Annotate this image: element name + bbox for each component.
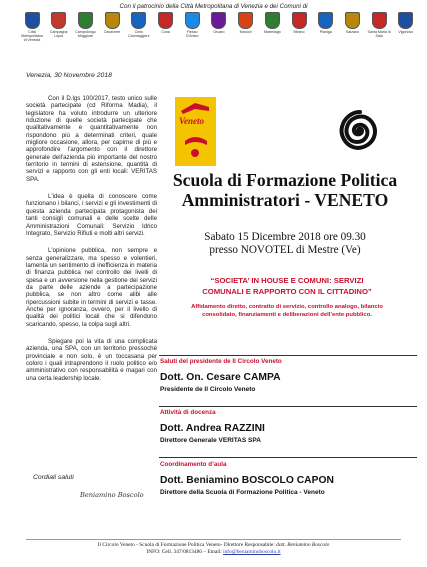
letter-paragraph: Con il D.lgs 100/2017, testo unico sulle società partecipate (cd Riforma Madia), il legislatore ha voluto introdurre un ulteriore riduzione di quelle società partecipate che qualitativamente e quantitativamente non rispondono più a determinati criteri, quale migliore occasione, allora, per capirne di più e approfondire l'argomento con il direttore generale dell'azienda più importante del nostro territorio in termini di estensione, quantità di servizi e rapporto con gli enti locali: VERITAS SPA.	[26, 95, 157, 183]
crest-shield-icon	[78, 12, 93, 29]
crest-name: Gruaro	[213, 30, 225, 34]
event-subtitle-line2: consolidato, finanziamenti e deliberazioni dell’ente pubblico.	[202, 312, 372, 319]
crest	[154, 12, 178, 42]
event-subtitle	[160, 303, 414, 320]
divider	[159, 457, 417, 458]
letter-paragraph: L'idea è quella di conoscere come funzionano i bilanci, i servizi e gli investimenti di questa azienda partecipata protagonista dei tanti consigli comunali e delle scelte delle Amministrazioni Comunali: Servizio Idrico Integrato, Servizio Rifiuti e molti altri servizi.	[26, 193, 157, 237]
logo-text: Veneto	[179, 116, 205, 126]
footer	[0, 542, 427, 557]
lion-flag-icon	[175, 97, 216, 166]
crest	[100, 12, 124, 42]
speaker-name: Dott. Beniamino BOSCOLO CAPON	[160, 475, 334, 486]
event-title-line2: Amministratori - VENETO	[181, 190, 389, 210]
spiral-logo-icon	[334, 104, 382, 156]
letter-paragraph: Spiegare poi la vita di una complicata azienda, una SPA, con un territorio pressoché provinciale e non solo, è un toccasana per coloro i quali intraprendono il ruolo politico e/o amministrativo con responsabilità e magari con una certa leadership locale.	[26, 337, 157, 382]
letter-date: Venezia, 30 Novembre 2018	[26, 72, 112, 79]
speaker-role: Presidente de Il Circolo Veneto	[160, 386, 256, 393]
event-subtitle-line1: Affidamento diretto, contratto di servizio, controllo analogo, bilancio	[191, 304, 383, 310]
crest-name: Cavarzere	[103, 30, 121, 34]
crest-shield-icon	[51, 12, 66, 29]
speaker-role: Direttore della Scuola di Formazione Politica - Veneto	[160, 489, 325, 496]
letter-paragraph: L'opinione pubblica, non sempre e senza generalizzare, ma spesso e volentieri, lamenta un sentimento di inefficienza in materia di finanza pubblica nel controllo dei livelli di spesa e un avversione nella gestione dei servizi da parte delle aziende a partecipazione pubblica, se non altro come alibi alle ripercussioni subite in termini di servizi e tasse. Anche per ignoranza, ovvero, per il livello di qualità dei politici locali che si difendono scaricando, spesso, la colpa sugli altri.	[26, 247, 157, 328]
speaker-role: Direttore Generale VERITAS SPA	[160, 437, 261, 444]
crest	[20, 12, 44, 42]
crest-name: Campolongo Maggiore	[75, 30, 96, 38]
event-theme-line1: “SOCIETA’ IN HOUSE E COMUNI: SERVIZI	[210, 276, 364, 285]
crest-shield-icon	[372, 12, 387, 29]
crest-shield-icon	[158, 12, 173, 29]
crest-name: Campagna Lupia	[49, 30, 68, 38]
speaker-name: Dott. Andrea RAZZINI	[160, 423, 265, 434]
signature: Beniamino Boscolo	[80, 491, 144, 499]
municipal-crests-row	[20, 12, 418, 42]
event-venue: presso NOVOTEL di Mestre (Ve)	[209, 244, 361, 256]
crest-name: Cinto Caomaggiore	[128, 30, 150, 38]
event-when-where	[150, 231, 420, 257]
footer-org: Il Circolo Veneto - Scuola di Formazione Politica Veneto- Direttore Responsabile:	[97, 542, 277, 548]
footer-contact: INFO: Cell. 347/0813486 – Email:	[146, 549, 224, 556]
crest-name: Città Metropolitana di Venezia	[21, 30, 43, 42]
speaker-name: Dott. On. Cesare CAMPA	[160, 372, 281, 383]
crest-shield-icon	[131, 12, 146, 29]
event-theme	[156, 276, 418, 297]
divider	[159, 355, 417, 356]
event-theme-line2: COMUNALI E RAPPORTO CON IL CITTADINO”	[202, 286, 372, 296]
crest	[180, 12, 204, 42]
crest	[367, 12, 391, 42]
crest	[207, 12, 231, 42]
event-title	[150, 170, 420, 210]
crest-name: Salzano	[345, 30, 359, 34]
crest	[73, 12, 97, 42]
crest-name: Martellago	[263, 30, 281, 34]
crest-name: Pianiga	[319, 30, 332, 34]
crest	[260, 12, 284, 42]
crest-name: Vigonovo	[398, 30, 414, 34]
crest-name: Fiesso D'Artico	[185, 30, 199, 38]
speaker-section-heading: Saluti del presidente de Il Circolo Veneto	[160, 358, 282, 365]
footer-divider	[26, 539, 401, 540]
crest-shield-icon	[345, 12, 360, 29]
crest	[234, 12, 258, 42]
divider	[159, 406, 417, 407]
speaker-section-heading: Attività di docenza	[160, 409, 216, 416]
footer-email-link[interactable]: info@beniaminoboscolo.it	[223, 549, 281, 556]
circolo-veneto-logo	[175, 97, 216, 166]
crest	[127, 12, 151, 42]
closing-greeting: Cordiali saluti	[33, 474, 74, 481]
crest	[287, 12, 311, 42]
crest-shield-icon	[318, 12, 333, 29]
crest-name: Cona	[161, 30, 170, 34]
crest-name: Marcon	[239, 30, 252, 34]
crest-name: Santa Maria di Sala	[367, 30, 391, 38]
crest	[47, 12, 71, 42]
footer-director: dott. Beniamino Boscolo	[276, 542, 330, 548]
crest	[340, 12, 364, 42]
crest-shield-icon	[292, 12, 307, 29]
crest-shield-icon	[25, 12, 40, 29]
footer-line2	[0, 549, 427, 556]
crest-shield-icon	[105, 12, 120, 29]
crest	[394, 12, 418, 42]
event-datetime: Sabato 15 Dicembre 2018 ore 09.30	[204, 231, 366, 243]
crest	[314, 12, 338, 42]
crest-shield-icon	[211, 12, 226, 29]
crest-name: Mirano	[293, 30, 305, 34]
crest-shield-icon	[398, 12, 413, 29]
letter-body	[26, 95, 157, 392]
patronage-caption: Con il patrocinio della Città Metropolitana di Venezia e dei Comuni di	[119, 3, 308, 10]
crest-shield-icon	[265, 12, 280, 29]
crest-shield-icon	[185, 12, 200, 29]
speaker-section-heading: Coordinamento d’aula	[160, 461, 227, 468]
event-title-line1: Scuola di Formazione Politica	[172, 170, 398, 190]
crest-shield-icon	[238, 12, 253, 29]
